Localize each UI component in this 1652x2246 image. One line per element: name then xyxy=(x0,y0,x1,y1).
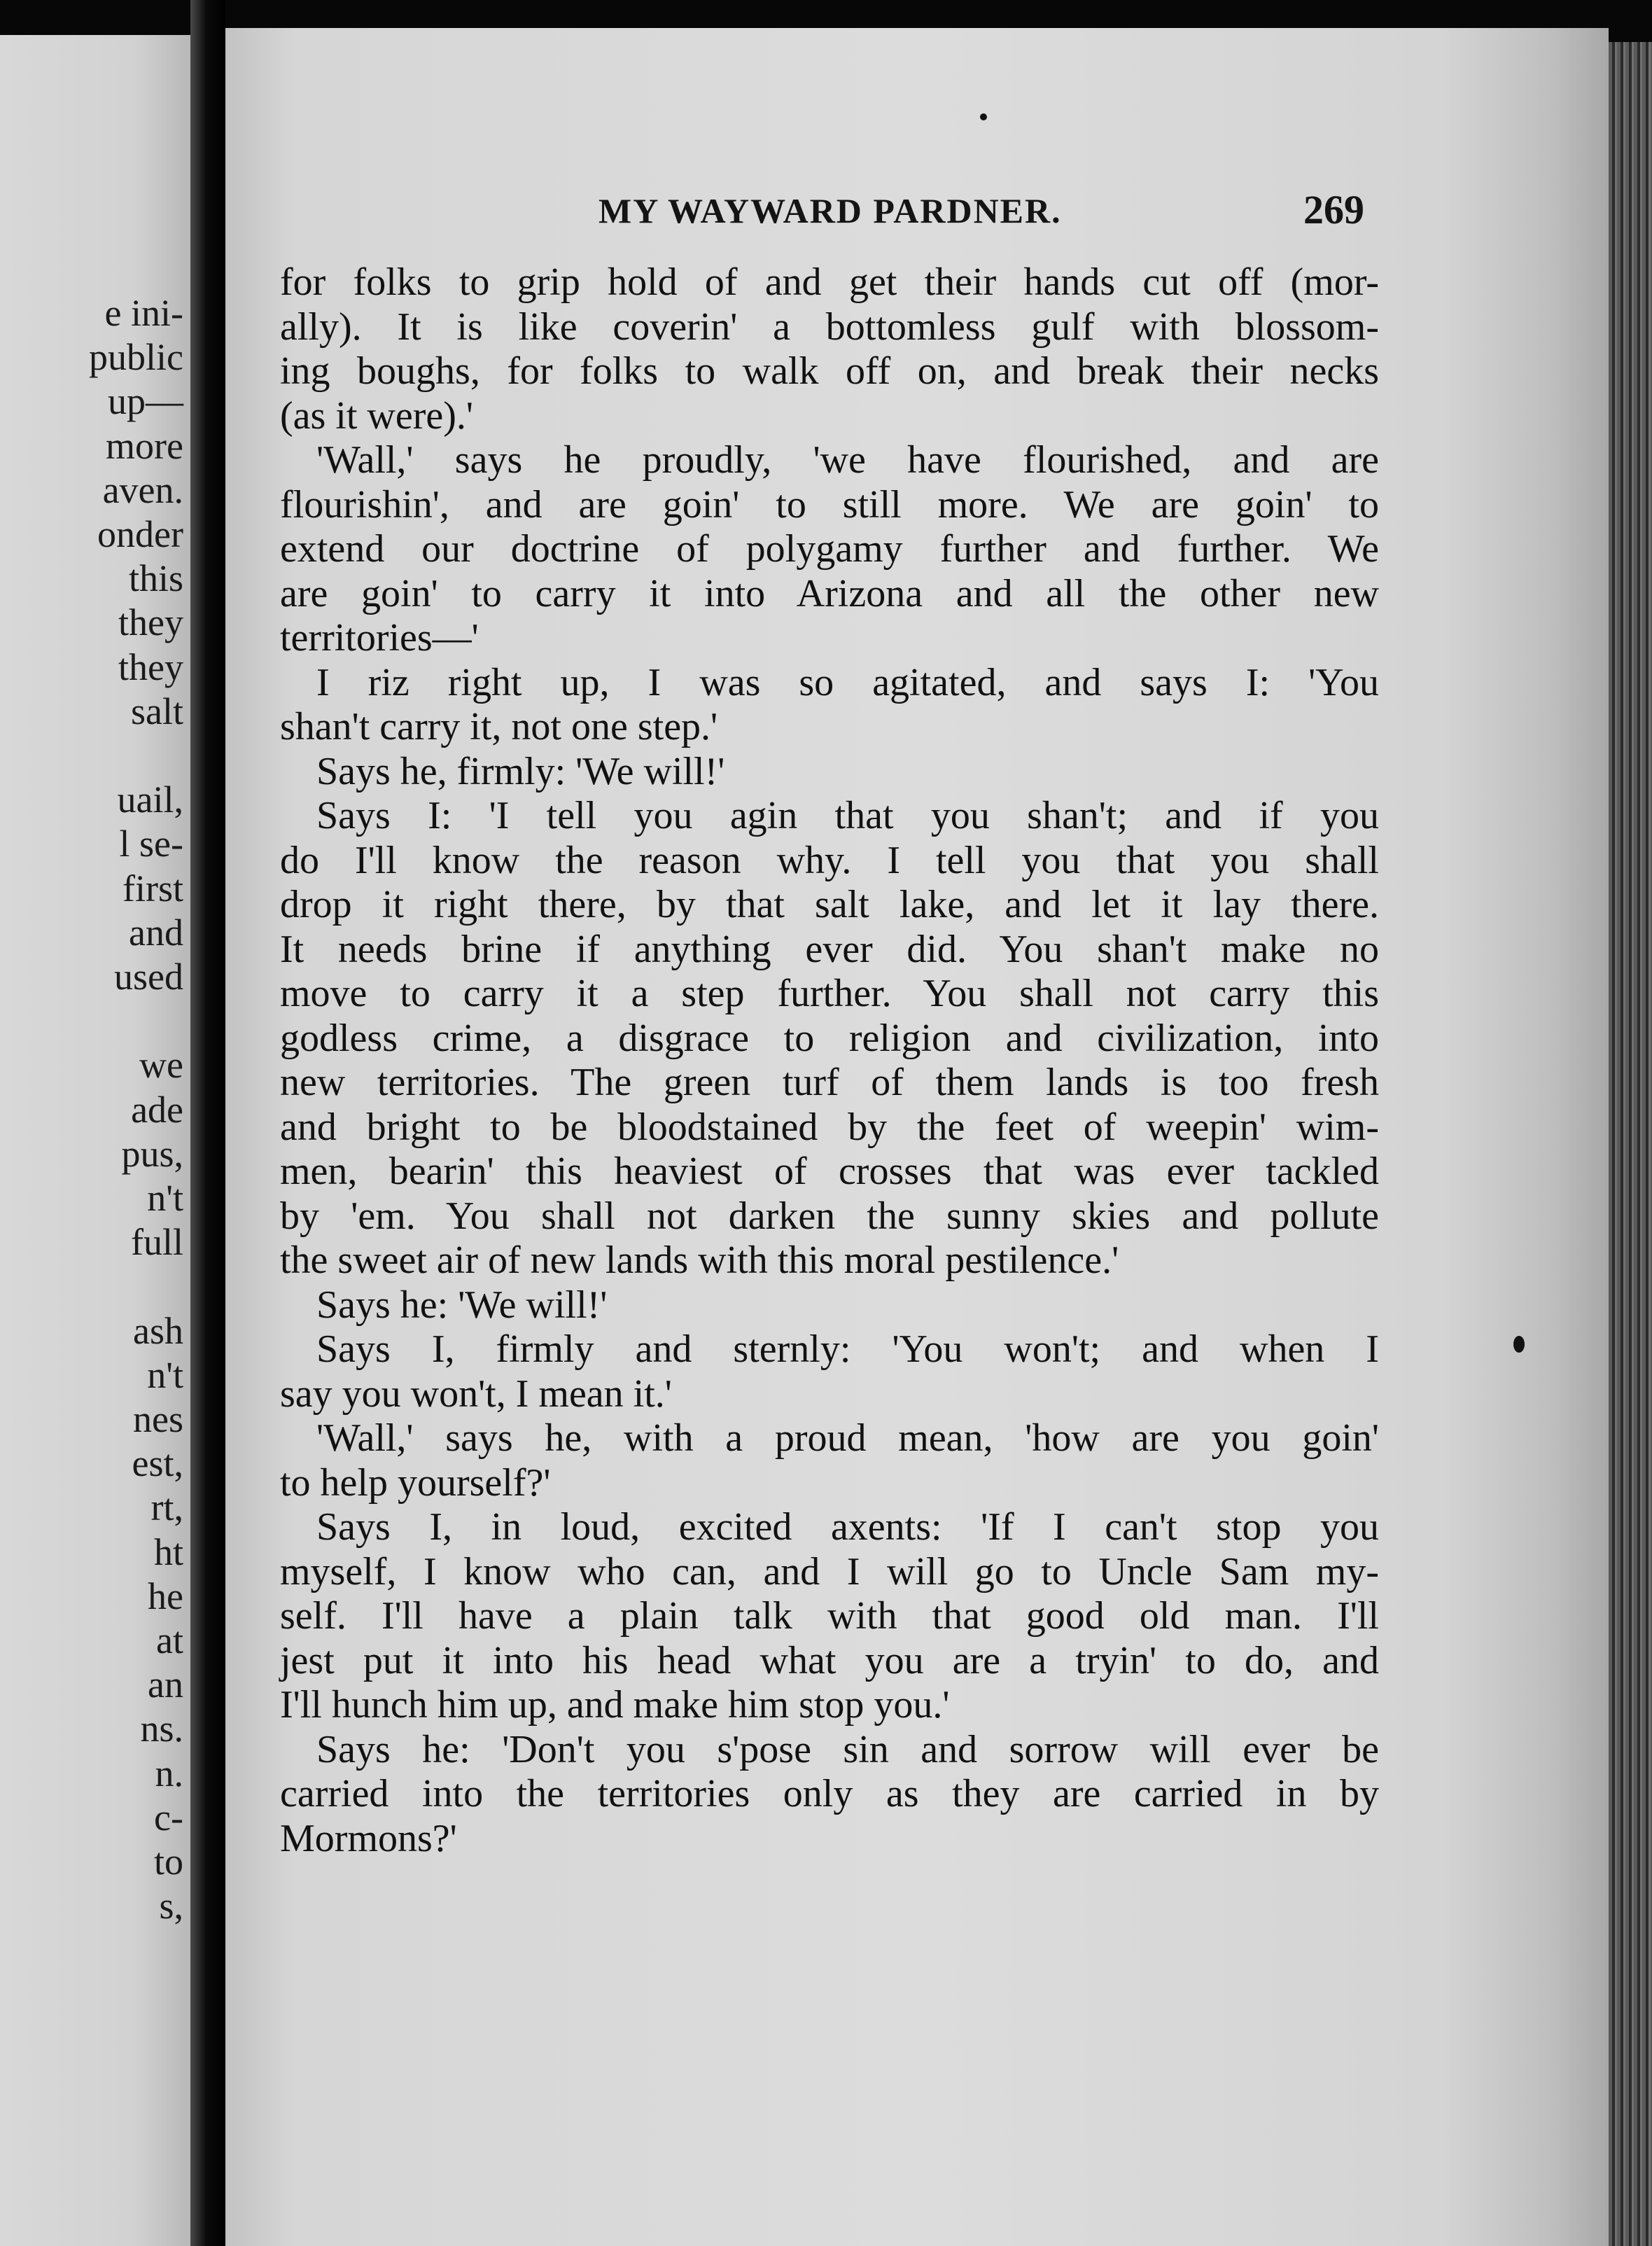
left-page-fragment: onder xyxy=(97,513,183,555)
text-line: drop it right there, by that salt lake, and let it lay there. xyxy=(280,883,1379,926)
left-page-fragment: est, xyxy=(132,1442,183,1485)
text-line: men, bearin' this heaviest of crosses that was ever tackled xyxy=(280,1150,1379,1193)
text-line: (as it were).' xyxy=(280,393,473,438)
left-page-fragment: n. xyxy=(155,1752,183,1794)
left-page-fragment: ns. xyxy=(140,1708,183,1750)
left-page-fragment: at xyxy=(156,1619,183,1661)
left-page-fragment: s, xyxy=(159,1885,183,1927)
running-head: MY WAYWARD PARDNER. xyxy=(598,191,1062,230)
text-line: godless crime, a disgrace to religion and civilization, into xyxy=(280,1016,1379,1060)
ink-speck xyxy=(980,113,987,120)
paragraph xyxy=(280,1327,1379,1416)
left-page-fragment: e ini- xyxy=(104,292,183,334)
text-line: It needs brine if anything ever did. You shan't make no xyxy=(280,927,1379,971)
previous-page xyxy=(0,35,190,2246)
paragraph xyxy=(280,1728,1379,1862)
body-text xyxy=(280,260,1379,1861)
text-line: and bright to be bloodstained by the feet of weepin' wim- xyxy=(280,1105,1379,1149)
text-line: Says I, firmly and sternly: 'You won't; and when I xyxy=(316,1327,1379,1371)
text-line: extend our doctrine of polygamy further and further. We xyxy=(280,527,1379,571)
left-page-fragment: we xyxy=(139,1044,183,1087)
text-line: Says I, in loud, excited axents: 'If I can't stop you xyxy=(316,1505,1379,1549)
text-line: Says he: 'We will!' xyxy=(316,1283,608,1327)
left-page-fragment: ht xyxy=(153,1530,183,1573)
text-line: by 'em. You shall not darken the sunny skies and pollute xyxy=(280,1194,1379,1238)
left-page-fragment: an xyxy=(148,1663,183,1706)
text-line: I'll hunch him up, and make him stop you.' xyxy=(280,1683,950,1727)
left-page-fragment: nes xyxy=(133,1398,183,1440)
left-page-fragment: they xyxy=(118,601,183,644)
text-line: flourishin', and are goin' to still more. We are goin' to xyxy=(280,482,1379,526)
left-page-fragment: ash xyxy=(133,1309,183,1352)
left-page-fragment: and xyxy=(129,911,183,954)
text-line: move to carry it a step further. You shall not carry this xyxy=(280,972,1379,1015)
paragraph xyxy=(280,438,1379,661)
left-page-fragment: ade xyxy=(131,1088,183,1131)
text-line: new territories. The green turf of them lands is too fresh xyxy=(280,1061,1379,1104)
left-page-fragment: n't xyxy=(147,1353,183,1396)
text-line: are goin' to carry it into Arizona and all the other new xyxy=(280,571,1379,615)
text-line: Says I: 'I tell you agin that you shan't; and if you xyxy=(316,794,1379,837)
paragraph xyxy=(280,260,1379,438)
left-page-fragment: first xyxy=(122,867,183,909)
paragraph xyxy=(280,750,1379,795)
left-page-fragment: more xyxy=(106,424,183,467)
left-page-fragment: aven. xyxy=(102,468,183,511)
text-line: Mormons?' xyxy=(280,1816,457,1860)
text-line: the sweet air of new lands with this moral pestilence.' xyxy=(280,1239,1119,1282)
text-line: myself, I know who can, and I will go to Uncle Sam my- xyxy=(280,1549,1379,1593)
left-page-fragment: uail, xyxy=(117,779,183,821)
left-page-fragment: they xyxy=(118,646,183,688)
paragraph xyxy=(280,1416,1379,1505)
text-line: for folks to grip hold of and get their hands cut off (mor- xyxy=(280,260,1379,304)
paragraph xyxy=(280,1505,1379,1728)
text-line: 'Wall,' says he proudly, 'we have flourished, and are xyxy=(316,438,1379,482)
left-page-fragment: c- xyxy=(154,1796,183,1839)
left-page-fragment: full xyxy=(131,1221,183,1264)
text-line: to help yourself?' xyxy=(280,1460,551,1505)
left-page-fragment: public xyxy=(89,336,183,379)
ink-speck xyxy=(1513,1336,1525,1353)
text-line: shan't carry it, not one step.' xyxy=(280,705,718,748)
left-page-fragment: he xyxy=(148,1575,183,1617)
text-line: 'Wall,' says he, with a proud mean, 'how are you goin' xyxy=(316,1416,1379,1460)
text-line: Says he, firmly: 'We will!' xyxy=(316,749,725,793)
text-line: say you won't, I mean it.' xyxy=(280,1372,672,1416)
text-line: carried into the territories only as they are carried in by xyxy=(280,1772,1379,1815)
left-page-fragment: pus, xyxy=(121,1132,183,1175)
paragraph xyxy=(280,661,1379,750)
text-line: ing boughs, for folks to walk off on, and break their necks xyxy=(280,349,1379,393)
left-page-fragment: rt, xyxy=(150,1486,183,1529)
text-line: self. I'll have a plain talk with that good old man. I'll xyxy=(280,1594,1379,1638)
book-gutter xyxy=(190,0,225,2246)
left-page-fragment: l se- xyxy=(119,823,183,865)
left-page-fragment: this xyxy=(128,557,183,600)
left-page-fragment: n't xyxy=(147,1177,183,1219)
text-line: I riz right up, I was so agitated, and says I: 'You xyxy=(316,660,1379,704)
left-page-fragment: used xyxy=(114,956,183,998)
paragraph xyxy=(280,1283,1379,1328)
left-page-fragment: to xyxy=(153,1841,183,1883)
page-number: 269 xyxy=(1303,187,1364,232)
text-line: jest put it into his head what you are a tryin' to do, and xyxy=(280,1638,1379,1682)
paragraph xyxy=(280,794,1379,1283)
text-line: ally). It is like coverin' a bottomless gulf with blossom- xyxy=(280,305,1379,349)
left-page-fragment: up— xyxy=(108,380,183,423)
page-edge xyxy=(1609,42,1652,2246)
text-line: do I'll know the reason why. I tell you that you shall xyxy=(280,838,1379,882)
text-line: territories—' xyxy=(280,616,479,660)
left-page-fragment: salt xyxy=(131,690,183,732)
text-line: Says he: 'Don't you s'pose sin and sorrow will ever be xyxy=(316,1727,1379,1771)
